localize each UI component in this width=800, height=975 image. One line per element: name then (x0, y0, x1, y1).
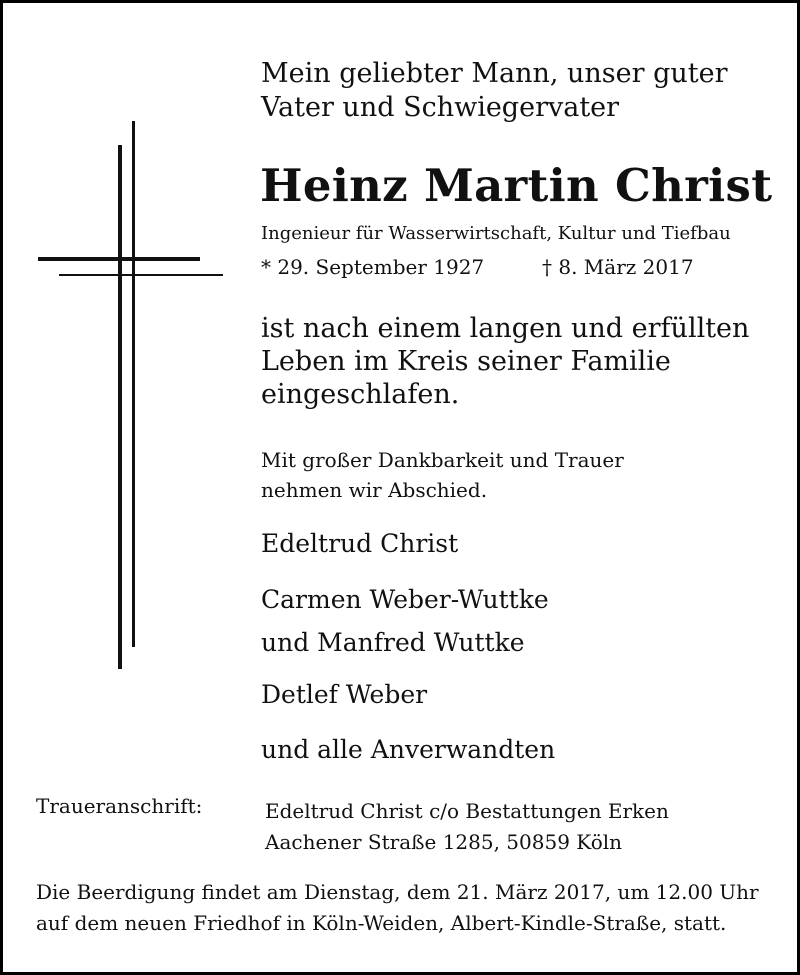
intro-line: Vater und Schwiegervater (261, 92, 620, 123)
farewell-line: nehmen wir Abschied. (261, 478, 488, 502)
mourner-name: und Manfred Wuttke (261, 628, 525, 657)
intro-line: Mein geliebter Mann, unser guter (261, 58, 728, 89)
occupation: Ingenieur für Wasserwirtschaft, Kultur und Tiefbau (261, 223, 731, 244)
mourner-group (261, 578, 549, 664)
address-line: Aachener Straße 1285, 50859 Köln (265, 830, 623, 854)
mourner-group (261, 728, 555, 771)
farewell-line: Mit großer Dankbarkeit und Trauer (261, 448, 624, 472)
funeral-info (36, 877, 759, 939)
address-label: Traueranschrift: (36, 794, 203, 818)
mourner-name: Carmen Weber-Wuttke (261, 585, 549, 614)
deceased-name: Heinz Martin Christ (260, 159, 773, 212)
funeral-line: Die Beerdigung findet am Dienstag, dem 21. März 2017, um 12.00 Uhr (36, 880, 759, 904)
address-line: Edeltrud Christ c/o Bestattungen Erken (265, 799, 669, 823)
mourner-group (261, 673, 427, 716)
mourner-name: Edeltrud Christ (261, 529, 459, 558)
farewell-text (261, 445, 624, 505)
message-line: eingeschlafen. (261, 379, 460, 410)
birth-date: * 29. September 1927 (261, 255, 485, 279)
mourning-address (265, 796, 669, 858)
intro-text (261, 57, 728, 125)
mourner-group (261, 522, 458, 565)
funeral-line: auf dem neuen Friedhof in Köln-Weiden, Albert-Kindle-Straße, statt. (36, 911, 727, 935)
mourner-name: und alle Anverwandten (261, 735, 556, 764)
message-text (261, 312, 749, 411)
cross-icon (33, 113, 233, 673)
message-line: Leben im Kreis seiner Familie (261, 346, 671, 377)
mourner-name: Detlef Weber (261, 680, 428, 709)
death-date: † 8. März 2017 (542, 255, 694, 279)
message-line: ist nach einem langen und erfüllten (261, 313, 750, 344)
